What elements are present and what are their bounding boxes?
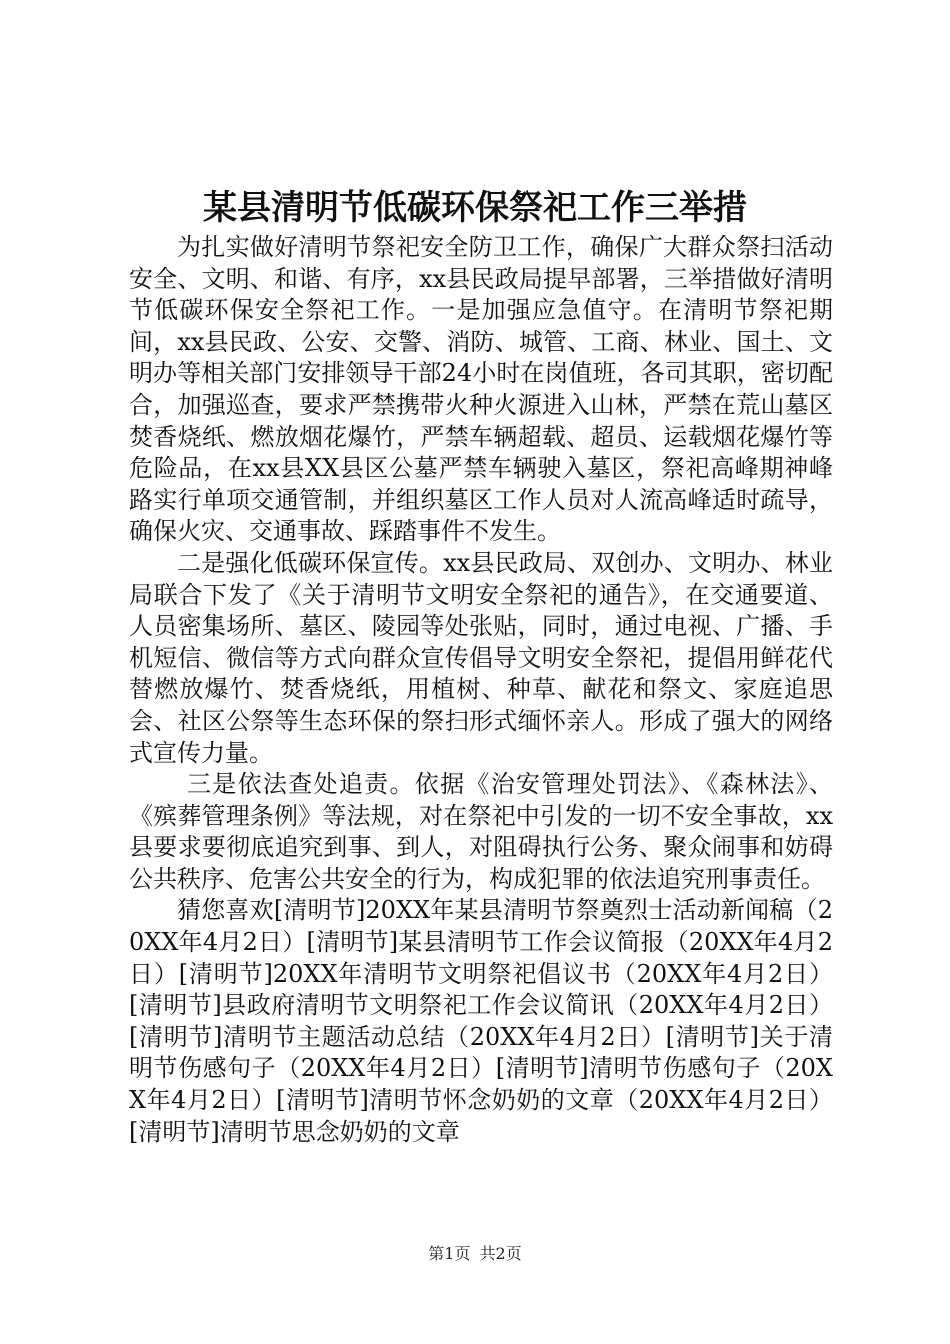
paragraph-related-articles: 猜您喜欢[清明节]20XX年某县清明节祭奠烈士活动新闻稿（20XX年4月2日）[清明节]某县清明节工作会议简报（20XX年4月2日）[清明节]20XX年清明节文明祭祀倡议书（20XX年4月2日）[清明节]县政府清明节文明祭祀工作会议简讯（20XX年4月2日）[清明节]清明节主题活动总结（20XX年4月2日）[清明节]关于清明节伤感句子（20XX年4月2日）[清明节]清明节伤感句子（20XX年4月2日）[清明节]清明节怀念奶奶的文章（20XX年4月2日）[清明节]清明节思念奶奶的文章 — [129, 896, 833, 1146]
document-title: 某县清明节低碳环保祭祀工作三举措 — [203, 188, 747, 228]
paragraph-publicity: 二是强化低碳环保宣传。xx县民政局、双创办、文明办、林业局联合下发了《关于清明节文明安全祭祀的通告》，在交通要道、人员密集场所、墓区、陵园等处张贴，同时，通过电视、广播、手机短信、微信等方式向群众宣传倡导文明安全祭祀，提倡用鲜花代替燃放爆竹、焚香烧纸，用植树、种草、献花和祭文、家庭追思会、社区公祭等生态环保的祭扫形式缅怀亲人。形成了强大的网络式宣传力量。 — [129, 548, 833, 767]
page-number-total: 共2页 — [479, 1244, 522, 1263]
page-number-current: 第1页 — [428, 1244, 471, 1263]
paragraph-emergency-duty: 为扎实做好清明节祭祀安全防卫工作，确保广大群众祭扫活动安全、文明、和谐、有序，xx县民政局提早部署，三举措做好清明节低碳环保安全祭祀工作。一是加强应急值守。在清明节祭祀期间，xx县民政、公安、交警、消防、城管、工商、林业、国土、文明办等相关部门安排领导干部24小时在岗值班，各司其职，密切配合，加强巡查，要求严禁携带火种火源进入山林，严禁在荒山墓区焚香烧纸、燃放烟花爆竹，严禁车辆超载、超员、运载烟花爆竹等危险品，在xx县XX县区公墓严禁车辆驶入墓区，祭祀高峰期神峰路实行单项交通管制，并组织墓区工作人员对人流高峰适时疏导，确保火灾、交通事故、踩踏事件不发生。 — [129, 233, 833, 546]
paragraph-accountability: 三是依法查处追责。依据《治安管理处罚法》、《森林法》、《殡葬管理条例》等法规，对在祭祀中引发的一切不安全事故，xx县要求要彻底追究到事、到人，对阻碍执行公务、聚众闹事和妨碍公共秩序、危害公共安全的行为，构成犯罪的依法追究刑事责任。 — [129, 770, 833, 893]
document-body — [129, 232, 833, 1148]
page-footer — [0, 1244, 950, 1264]
